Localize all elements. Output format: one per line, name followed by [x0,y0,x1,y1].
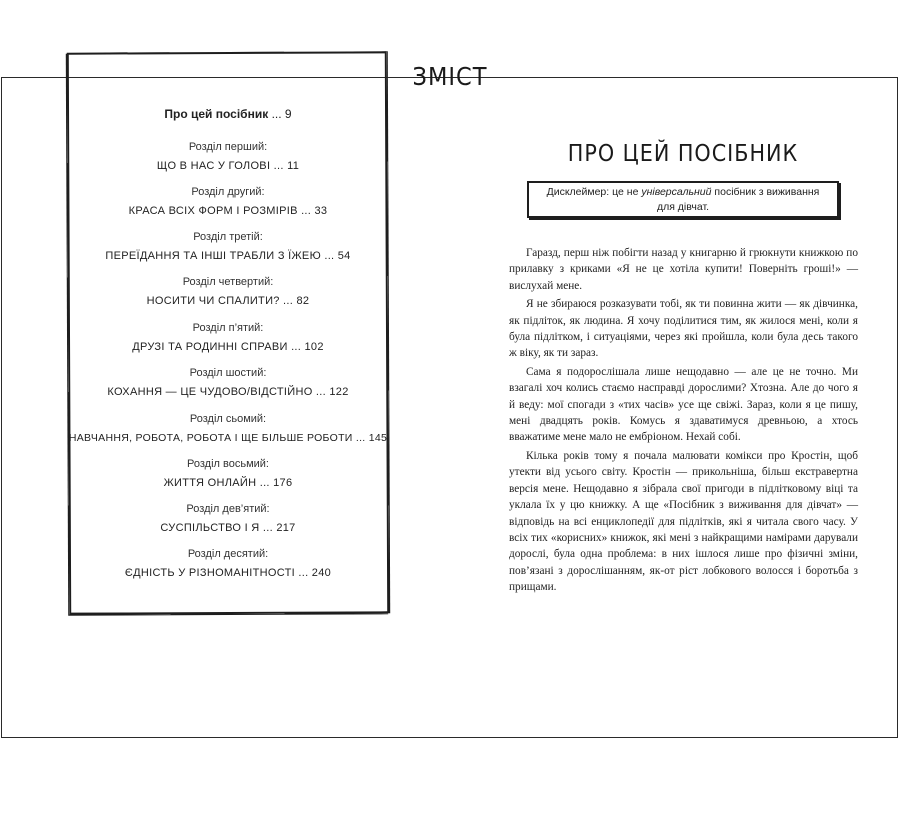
toc-entry-page: 82 [296,295,310,307]
toc-lead-entry: Про цей посібник ... 9 [164,107,292,121]
body-paragraph: Я не збираюся розказувати тобі, як ти повинна жити — як дівчинка, як підліток, як людина. Я хочу поділитися тим, як жилося мені, коли я була підлітком, і ситуаціями, через які пройшла, коли була десь такого ж віку, як ти зараз. [509,298,858,360]
toc-entry-title: ЖИТТЯ ОНЛАЙН [163,477,257,489]
toc-lead-page: 9 [284,107,292,121]
toc-entry-page: 145 [368,432,388,444]
body-paragraph: Сама я подорослішала лише нещодавно — але це не точно. Ми взагалі хоч колись стаємо насправді дорослими? Хтозна. Але до чого я й веду: мої спогади з «тих часів» усе ще свіжі. Зараз, коли я це пишу, мені двадцять років. Комусь я здаватимуся древньою, а хтось вважатиме мене мало не ембріоном. Нехай собі. [509,365,858,444]
toc-entry-title: КРАСА ВСІХ ФОРМ І РОЗМІРІВ [128,205,298,217]
toc-entry-title: НОСИТИ ЧИ СПАЛИТИ? [146,295,280,307]
disclaimer-box [527,181,839,218]
body-paragraph: Кілька років тому я почала малювати комікси про Кростін, щоб утекти від усього світу. Кростін — прикольніша, більш екстравертна версія мене. Нещодавно я зібрала свої пригоди в підлітковому віці та уклала їх у цю книжку. А ще «Посібник з виживання для дівчат» — відповідь на всі енциклопедії для підлітків, які я читала свого часу. У всіх тих «корисних» книжок, які мені з найкращими намірами дарували дорослі, була одна проблема: в них ішлося лише про фізичні зміни, пов’язані з дорослішанням, як-от ріст лобкового волосся і боротьба з прищами. [509,449,858,594]
chapter-body [509,245,858,598]
toc-entry-title: ЄДНІСТЬ У РІЗНОМАНІТНОСТІ [124,567,296,579]
toc-section-label: Розділ перший: [188,141,268,153]
toc-section-label: Розділ шостий: [189,367,267,379]
toc-entry-page: 102 [304,341,324,353]
toc-entry: Розділ десятий: ЄДНІСТЬ У РІЗНОМАНІТНОСТІ ... 240 [68,548,388,579]
toc-entry-title: ДРУЗІ ТА РОДИННІ СПРАВИ [132,341,288,353]
disclaimer-line2: для дівчат. [656,201,710,213]
toc-section-label: Розділ сьомий: [189,413,267,425]
toc-entry: Розділ дев’ятий: СУСПІЛЬСТВО І Я ... 217 [68,503,388,534]
contents-title: ЗМІСТ [412,62,488,91]
toc-entry-page: 176 [273,477,293,489]
disclaimer-emphasis: універсальний [641,186,712,198]
toc-entry: Розділ четвертий: НОСИТИ ЧИ СПАЛИТИ? ... 82 [68,276,388,307]
toc-section-label: Розділ третій: [193,231,263,243]
toc-entry: Розділ п’ятий: ДРУЗІ ТА РОДИННІ СПРАВИ ... 102 [68,322,388,353]
toc-entry-page: 217 [276,522,296,534]
toc-entry-page: 33 [314,205,328,217]
toc-entry: Розділ другий: КРАСА ВСІХ ФОРМ І РОЗМІРІВ ... 33 [68,186,388,217]
toc-section-label: Розділ п’ятий: [192,322,264,334]
toc-entry-title: СУСПІЛЬСТВО І Я [160,522,260,534]
toc-section-label: Розділ десятий: [187,548,269,560]
toc-section-label: Розділ дев’ятий: [186,503,270,515]
toc-entry-title: КОХАННЯ — ЦЕ ЧУДОВО/ВІДСТІЙНО [107,386,313,398]
toc-section-label: Розділ восьмий: [187,458,269,470]
toc-entry: Розділ восьмий: ЖИТТЯ ОНЛАЙН ... 176 [68,458,388,489]
toc-entry-page: 240 [311,567,332,579]
toc-entry: Розділ перший: ЩО В НАС У ГОЛОВІ ... 11 [68,141,388,172]
toc-entry-page: 54 [337,250,351,262]
toc-entry-page: 122 [329,386,349,398]
toc-section-label: Розділ четвертий: [182,276,274,288]
toc-entry-title: ПЕРЕЇДАННЯ ТА ІНШІ ТРАБЛИ З ЇЖЕЮ [105,250,321,262]
toc-lead-title: Про цей посібник [164,107,269,121]
toc-section-label: Розділ другий: [191,186,265,198]
disclaimer-rest: посібник з виживання [711,186,820,198]
toc-entry-title: ЩО В НАС У ГОЛОВІ [156,160,271,172]
chapter-title: ПРО ЦЕЙ ПОСІБНИК [567,141,799,167]
body-paragraph: Гаразд, перш ніж побігти назад у книгарню й грюкнути книжкою по прилавку з криками «Я не це хотіла купити! Поверніть гроші!» — вислухай мене. [509,247,858,292]
disclaimer-prefix: Дисклеймер: це не [546,186,642,198]
toc-entry: Розділ третій: ПЕРЕЇДАННЯ ТА ІНШІ ТРАБЛИ З ЇЖЕЮ ... 54 [68,231,388,262]
toc-entry-title: НАВЧАННЯ, РОБОТА, РОБОТА І ЩЕ БІЛЬШЕ РОБОТИ [68,432,353,444]
toc-entry: Розділ шостий: КОХАННЯ — ЦЕ ЧУДОВО/ВІДСТІЙНО ... 122 [68,367,388,398]
toc-entry-page: 11 [287,160,300,172]
toc-entry: Розділ сьомий: НАВЧАННЯ, РОБОТА, РОБОТА І ЩЕ БІЛЬШЕ РОБОТИ ... 145 [68,413,388,444]
